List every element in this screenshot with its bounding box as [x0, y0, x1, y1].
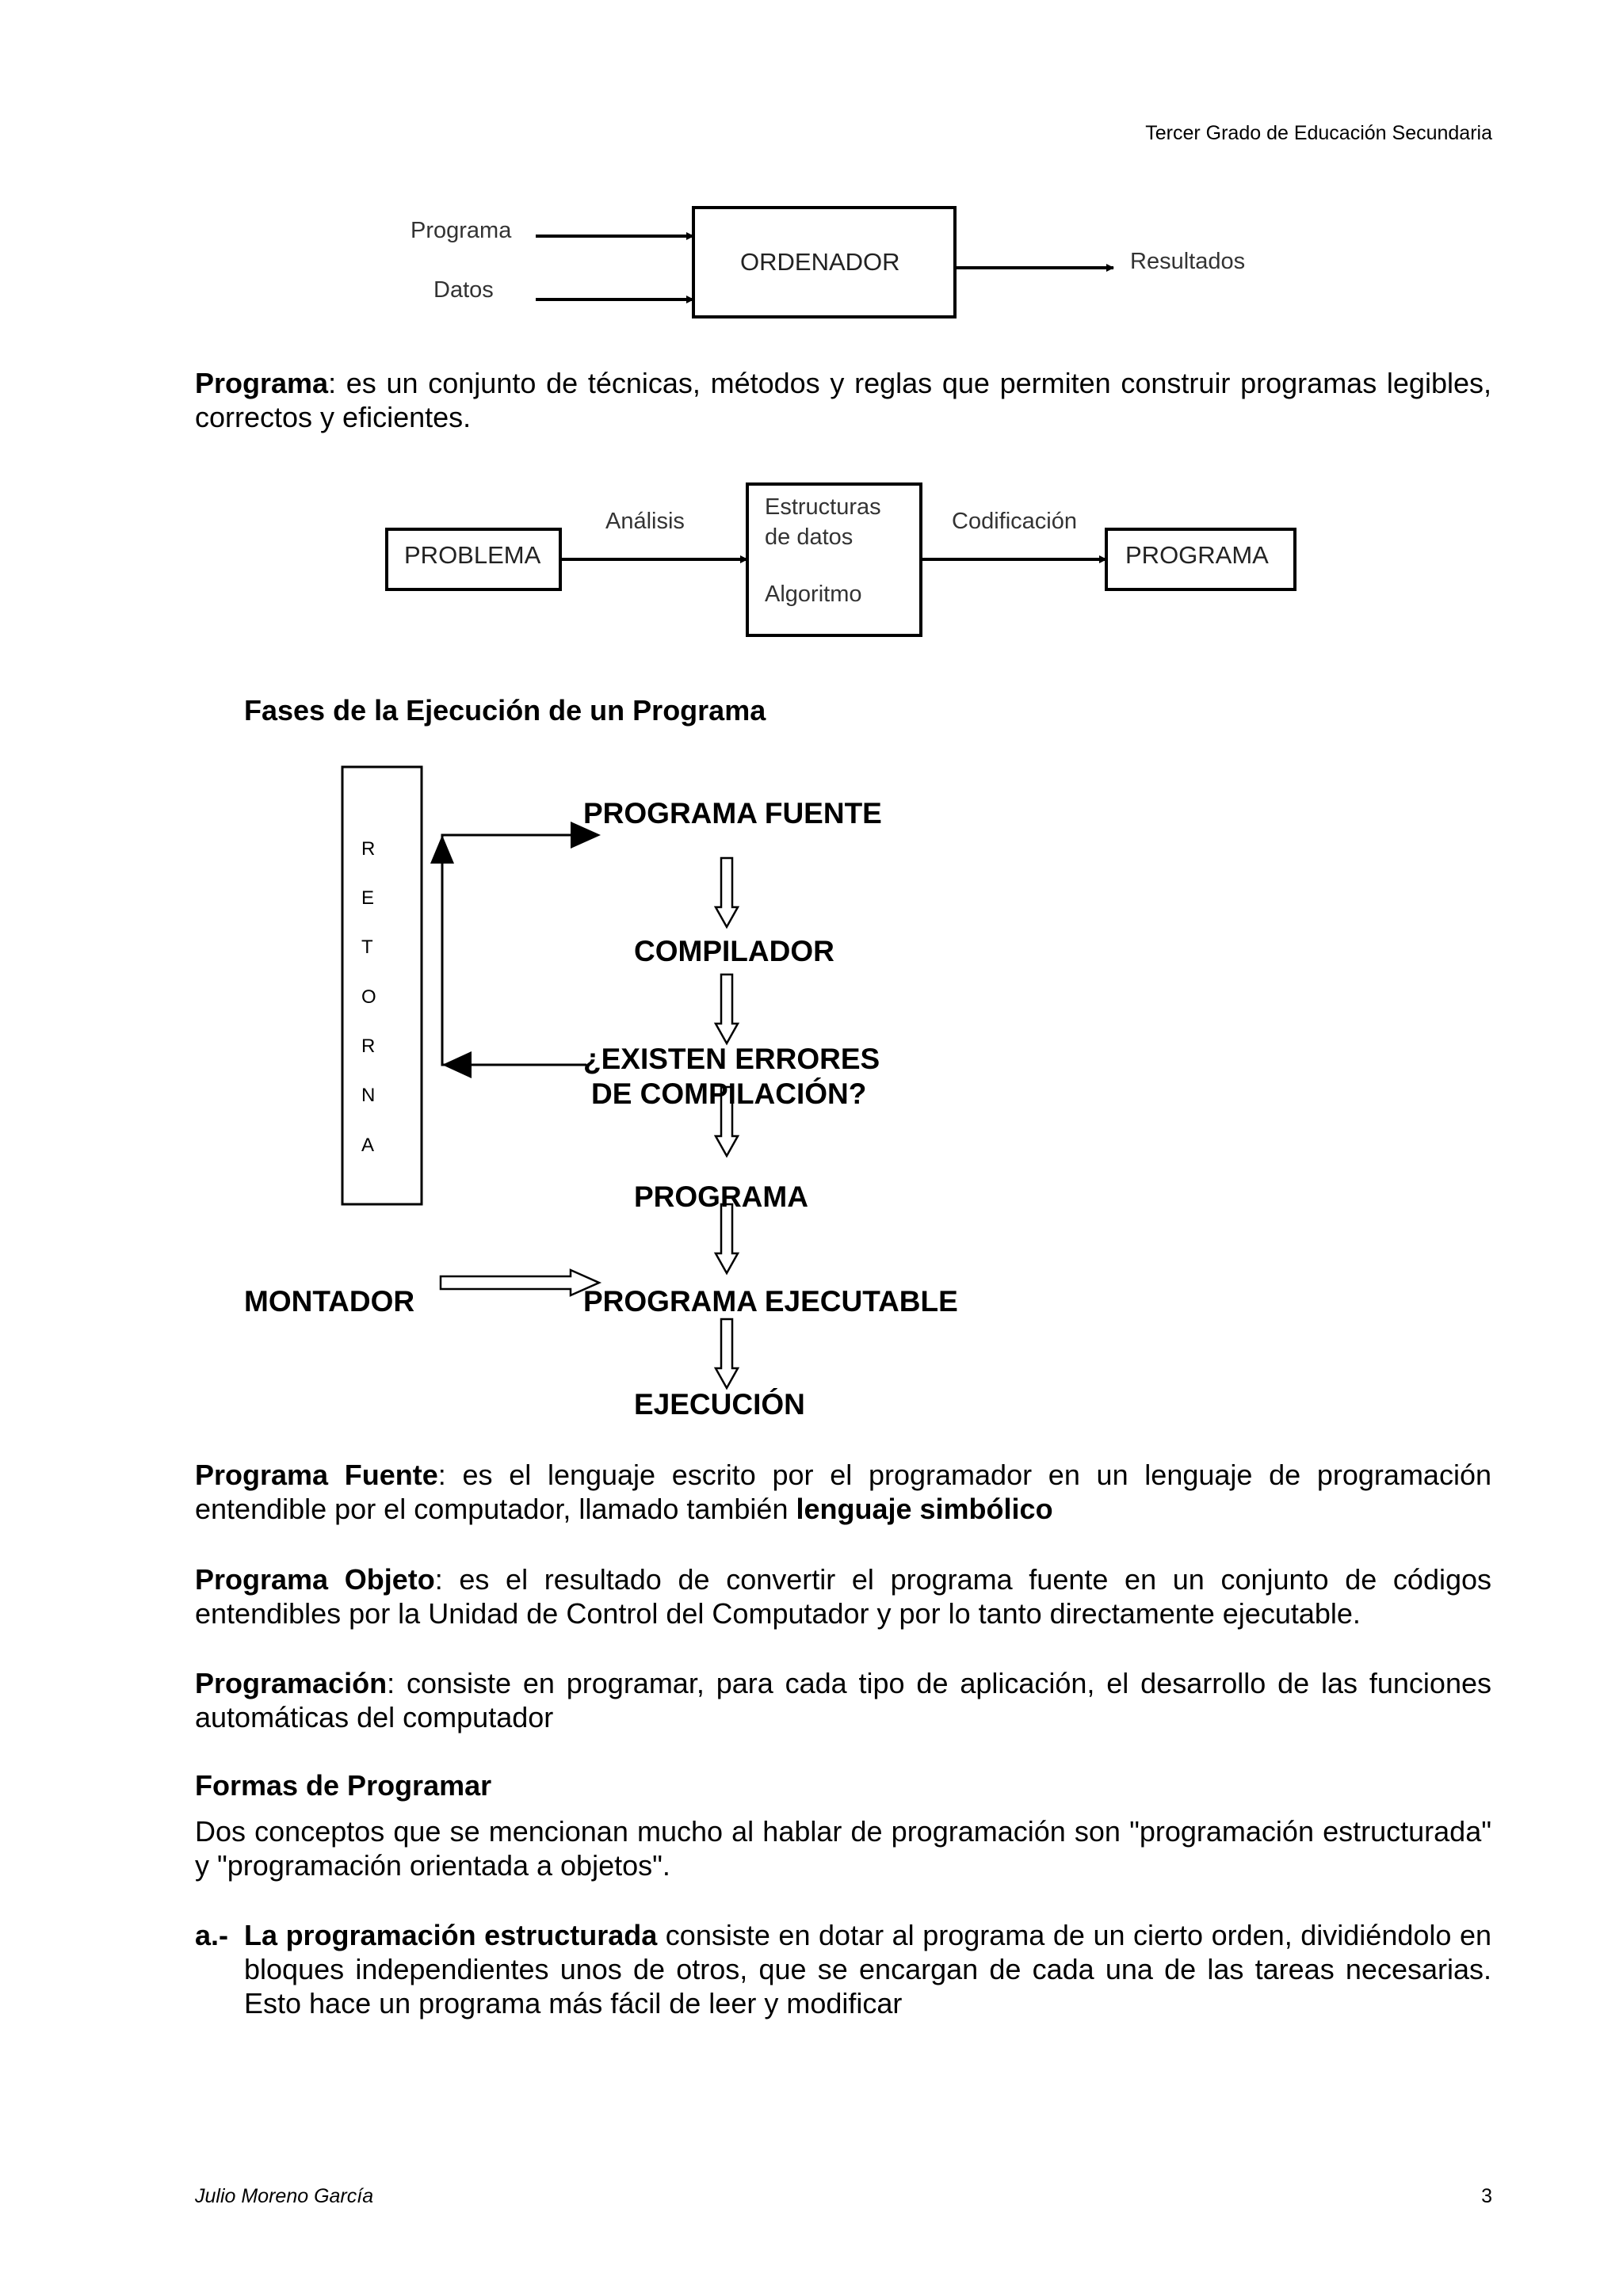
diagram2-problema-label: PROBLEMA	[404, 541, 541, 569]
diagram1-output-resultados: Resultados	[1130, 249, 1246, 274]
definition-programacion: Programación: consiste en programar, para cada tipo de aplicación, el desarrollo de las funciones automáticas del computador	[195, 1667, 1491, 1733]
definition-programa: Programa: es un conjunto de técnicas, métodos y reglas que permiten construir programas legibles, correctos y eficientes.	[195, 367, 1491, 433]
item-a-body: La programación estructurada consiste en dotar al programa de un cierto orden, dividiéndolo en bloques independientes unos de otros, que se encargan de cada una de las tareas necesarias. Esto hace un programa más fácil de leer y modificar	[244, 1919, 1491, 2019]
diagram2-algoritmo-label: Algoritmo	[765, 582, 862, 607]
retorna-letter: R	[361, 1035, 376, 1057]
retorna-letter: R	[361, 838, 376, 860]
formas-text: Dos conceptos que se mencionan mucho al hablar de programación son "programación estructurada" y "programación orientada a objetos".	[195, 1815, 1491, 1882]
retorna-letter: T	[361, 936, 373, 958]
page-number: 3	[1481, 2185, 1492, 2207]
montador-label: MONTADOR	[244, 1285, 415, 1318]
retorna-letter: N	[361, 1085, 376, 1106]
down-arrow-5	[716, 1319, 738, 1388]
footer-author: Julio Moreno García	[195, 2185, 374, 2207]
definition-programa-objeto: Programa Objeto: es el resultado de convertir el programa fuente en un conjunto de códigos entendibles por la Unidad de Control del Computador y por lo tanto directamente ejecutable.	[195, 1563, 1491, 1630]
fases-title: Fases de la Ejecución de un Programa	[244, 694, 766, 727]
montador-arrow	[441, 1270, 599, 1295]
retorna-left-arrowhead	[442, 1051, 472, 1078]
diagram1-input-programa: Programa	[411, 218, 512, 243]
definition-programa-fuente: Programa Fuente: es el lenguaje escrito por el programador en un lenguaje de programación entendible por el computador, llamado también lenguaje simbólico	[195, 1459, 1491, 1525]
diagram1-input-datos: Datos	[433, 277, 494, 303]
step-ejecucion: EJECUCIÓN	[634, 1388, 805, 1421]
retorna-letter: E	[361, 887, 375, 909]
down-arrow-1	[716, 858, 738, 927]
step-programa-fuente: PROGRAMA FUENTE	[583, 797, 882, 830]
diagram2-analisis-label: Análisis	[605, 509, 685, 534]
step-de-compilacion: DE COMPILACIÓN?	[591, 1077, 867, 1110]
down-arrow-4	[716, 1204, 738, 1273]
formas-title: Formas de Programar	[195, 1769, 492, 1802]
diagram1-ordenador-label: ORDENADOR	[740, 248, 900, 276]
step-programa: PROGRAMA	[634, 1180, 808, 1213]
step-compilador: COMPILADOR	[634, 935, 834, 967]
diagram2-estructuras-label: Estructuras	[765, 494, 881, 520]
retorna-box	[342, 767, 422, 1204]
diagram2-codificacion-label: Codificación	[952, 509, 1077, 534]
page-header: Tercer Grado de Educación Secundaria	[1145, 122, 1492, 144]
retorna-loop-line	[442, 835, 586, 1065]
down-arrow-2	[716, 974, 738, 1043]
retorna-letter: O	[361, 986, 376, 1008]
step-existen-errores: ¿EXISTEN ERRORES	[583, 1043, 880, 1075]
diagram2-de-datos-label: de datos	[765, 524, 854, 550]
retorna-letter: A	[361, 1135, 375, 1156]
retorna-up-arrowhead	[430, 835, 454, 864]
item-a-prefix: a.-	[195, 1919, 229, 1951]
step-programa-ejecutable: PROGRAMA EJECUTABLE	[583, 1285, 958, 1318]
diagram2-programa-label: PROGRAMA	[1125, 541, 1269, 569]
